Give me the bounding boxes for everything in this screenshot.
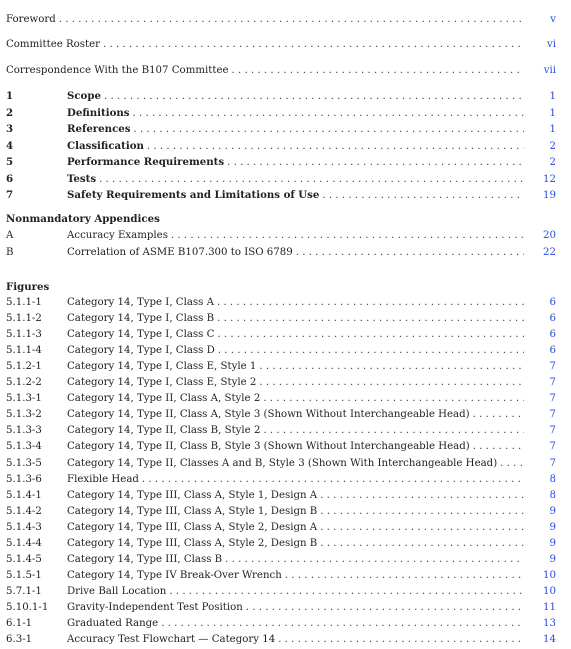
dot-leader [142,473,524,487]
toc-page-link[interactable]: 10 [543,585,556,597]
toc-entry-number: 5.1.2-1 [6,361,42,373]
toc-entry[interactable] [6,122,556,136]
toc-page-link[interactable]: vii [543,65,556,76]
toc-page-link[interactable]: 7 [549,377,556,389]
toc-entry-number: 6.1-1 [6,618,33,629]
toc-page-link[interactable]: 2 [549,140,556,152]
dot-leader [278,633,524,647]
dot-leader [322,189,524,202]
toc-page-link[interactable]: 19 [543,190,556,201]
toc-entry-number: 7 [6,189,14,201]
toc-entry-number: B [6,246,14,258]
toc-page-link[interactable]: vi [546,39,556,50]
toc-entry-title: Tests [67,172,97,185]
toc-entry-number: 5.10.1-1 [6,601,49,613]
dot-leader [161,617,524,631]
toc-page-link[interactable]: 9 [549,537,556,549]
toc-entry-title: Category 14, Type I, Class E, Style 1 [67,361,257,373]
toc-entry-number: 5.1.3-1 [6,393,42,405]
dot-leader [169,585,524,599]
toc-entry[interactable] [6,408,556,422]
toc-page-link[interactable]: 6 [549,345,556,357]
toc-entry[interactable] [6,64,556,78]
toc-entry-title: Accuracy Examples [67,230,168,241]
dot-leader [296,246,524,260]
toc-entry[interactable] [6,569,556,583]
dot-leader [217,328,524,342]
toc-entry[interactable] [6,38,556,52]
toc-entry-title: Performance Requirements [67,156,225,168]
toc-entry[interactable] [6,392,556,406]
toc-page-link[interactable]: 8 [549,473,556,485]
toc-entry[interactable] [6,473,556,487]
dot-leader [473,408,524,422]
toc-entry-title: Category 14, Type I, Class D [67,345,215,357]
toc-entry[interactable] [6,328,556,342]
dot-leader [232,64,524,78]
toc-entry-title: Category 14, Type III, Class A, Style 1, Design A [67,489,318,501]
toc-entry[interactable] [6,229,556,243]
dot-leader [133,107,524,120]
toc-page-link[interactable]: 14 [543,634,556,646]
toc-entry[interactable] [6,312,556,326]
toc-entry-number: 5.1.4-2 [6,505,42,517]
toc-entry-number: 3 [6,123,14,135]
toc-entry-title: References [67,123,131,135]
toc-entry-number: 5.1.4-3 [6,521,42,533]
toc-page-link[interactable]: v [550,14,556,25]
toc-entry[interactable] [6,489,556,503]
toc-page-link[interactable]: 1 [549,91,556,102]
toc-entry-number: 5.1.4-4 [6,537,42,549]
dot-leader [500,457,524,471]
toc-entry[interactable] [6,617,556,631]
toc-entry-title: Committee Roster [6,39,101,50]
toc-entry[interactable] [6,172,556,186]
toc-entry[interactable] [6,440,556,454]
toc-entry-number: 5.1.1-1 [6,297,42,308]
toc-entry-title: Category 14, Type III, Class A, Style 2, Design B [67,537,318,549]
dot-leader [227,156,524,169]
toc-entry-number: 5.1.3-3 [6,425,42,437]
toc-entry[interactable] [6,424,556,438]
figures-heading: Figures [6,281,50,293]
toc-entry-title: Definitions [67,106,130,119]
toc-entry-number: 5.1.3-5 [6,457,42,469]
toc-entry[interactable] [6,457,556,471]
toc-page-link[interactable]: 9 [549,553,556,565]
dot-leader [217,312,524,326]
toc-entry-number: 5.1.3-4 [6,441,42,453]
toc-entry[interactable] [6,155,556,169]
toc-entry-title: Category 14, Type I, Class B [67,313,215,325]
toc-page-link[interactable]: 22 [543,246,556,258]
toc-entry-number: 5.1.1-2 [6,313,42,325]
dot-leader [320,489,524,503]
toc-entry-title: Correlation of ASME B107.300 to ISO 6789 [67,246,293,258]
toc-entry[interactable] [6,505,556,519]
dot-leader [263,424,524,438]
toc-entry[interactable] [6,633,556,647]
toc-page-link[interactable]: 10 [543,569,556,581]
toc-entry-number: 5.1.3-6 [6,473,42,485]
dot-leader [171,229,524,243]
toc-entry-title: Drive Ball Location [67,585,167,597]
dot-leader [104,90,524,103]
toc-entry[interactable] [6,553,556,567]
toc-entry-title: Category 14, Type IV Break-Over Wrench [67,569,282,581]
toc-entry[interactable] [6,585,556,599]
toc-page-link[interactable]: 1 [549,124,556,135]
dot-leader [218,344,524,358]
toc-page-link[interactable]: 7 [549,441,556,453]
toc-page-link[interactable]: 8 [549,489,556,501]
toc-entry-number: 5 [6,156,14,168]
toc-entry-title: Category 14, Type I, Class C [67,329,215,341]
toc-entry-title: Category 14, Type II, Classes A and B, Style 3 (Shown With Interchangeable Head) [67,457,498,469]
dot-leader [59,13,524,27]
toc-entry-number: 1 [6,90,14,102]
toc-entry[interactable] [6,246,556,260]
toc-entry[interactable] [6,360,556,374]
toc-page-link[interactable]: 6 [549,313,556,325]
toc-entry-number: 5.1.4-1 [6,489,42,501]
toc-entry-number: 5.7.1-1 [6,585,42,597]
dot-leader [225,553,524,567]
toc-entry[interactable] [6,521,556,535]
toc-entry-title: Category 14, Type II, Class A, Style 3 (Shown Without Interchangeable Head) [67,409,470,421]
toc-page-link[interactable]: 9 [549,505,556,517]
toc-page-link[interactable]: 11 [543,601,556,613]
toc-page-link[interactable]: 13 [543,618,556,629]
appendices-heading: Nonmandatory Appendices [6,213,160,225]
toc-entry-number: 2 [6,106,14,119]
toc-entry[interactable] [6,296,556,310]
toc-entry-title: Accuracy Test Flowchart — Category 14 [67,634,276,646]
toc-page-link[interactable]: 1 [549,107,556,119]
toc-entry[interactable] [6,376,556,390]
toc-entry[interactable] [6,13,556,27]
toc-entry[interactable] [6,537,556,551]
toc-entry-title: Safety Requirements and Limitations of Use [67,189,320,201]
dot-leader [285,569,524,583]
toc-entry-title: Correspondence With the B107 Committee [6,65,229,76]
toc-entry-title: Category 14, Type III, Class A, Style 2, Design A [67,521,318,533]
toc-entry[interactable] [6,89,556,103]
toc-entry-number: 6.3-1 [6,634,33,646]
toc-page-link[interactable]: 7 [549,393,556,405]
toc-entry[interactable] [6,106,556,120]
toc-page-link[interactable]: 9 [549,521,556,533]
dot-leader [473,440,524,454]
toc-entry-title: Category 14, Type I, Class E, Style 2 [67,377,257,389]
dot-leader [134,123,525,136]
toc-entry[interactable] [6,139,556,153]
toc-page-link[interactable]: 2 [549,157,556,168]
dot-leader [217,296,524,310]
toc-entry[interactable] [6,188,556,202]
dot-leader [99,173,524,186]
toc-entry-title: Category 14, Type II, Class A, Style 2 [67,393,261,405]
toc-entry-number: 6 [6,172,14,185]
toc-entry-title: Category 14, Type III, Class A, Style 1, Design B [67,505,318,517]
toc-page-link[interactable]: 7 [549,361,556,373]
toc-entry-number: 5.1.2-2 [6,377,42,389]
dot-leader [103,38,524,52]
toc-page-link[interactable]: 6 [549,329,556,341]
toc-page-link[interactable]: 7 [549,457,556,469]
toc-entry-title: Graduated Range [67,618,159,629]
toc-entry-title: Category 14, Type III, Class B [67,553,223,565]
dot-leader [259,376,524,390]
toc-entry-number: 5.1.3-2 [6,409,42,421]
toc-entry-title: Category 14, Type II, Class B, Style 3 (Shown Without Interchangeable Head) [67,441,470,453]
dot-leader [320,537,524,551]
toc-entry-number: 5.1.4-5 [6,553,42,565]
dot-leader [147,140,524,153]
toc-page-link[interactable]: 7 [549,425,556,437]
dot-leader [246,601,524,615]
toc-entry-number: 5.1.1-4 [6,345,42,357]
toc-entry[interactable] [6,344,556,358]
dot-leader [320,521,524,535]
toc-entry-title: Foreword [6,14,56,25]
toc-entry[interactable] [6,601,556,615]
toc-entry-title: Flexible Head [67,473,139,485]
dot-leader [320,505,524,519]
toc-entry-title: Classification [67,139,144,152]
toc-page-link[interactable]: 20 [543,230,556,241]
toc-entry-number: 4 [6,139,14,152]
toc-entry-title: Category 14, Type II, Class B, Style 2 [67,425,261,437]
toc-entry-title: Scope [67,90,101,102]
dot-leader [263,392,524,406]
dot-leader [259,360,524,374]
toc-entry-title: Category 14, Type I, Class A [67,297,214,308]
toc-entry-title: Gravity-Independent Test Position [67,601,243,613]
toc-page-link[interactable]: 7 [549,409,556,421]
toc-entry-number: 5.1.5-1 [6,569,42,581]
toc-page-link[interactable]: 12 [543,173,556,185]
toc-entry-number: 5.1.1-3 [6,329,42,341]
toc-page-link[interactable]: 6 [549,297,556,308]
toc-entry-number: A [6,230,14,241]
